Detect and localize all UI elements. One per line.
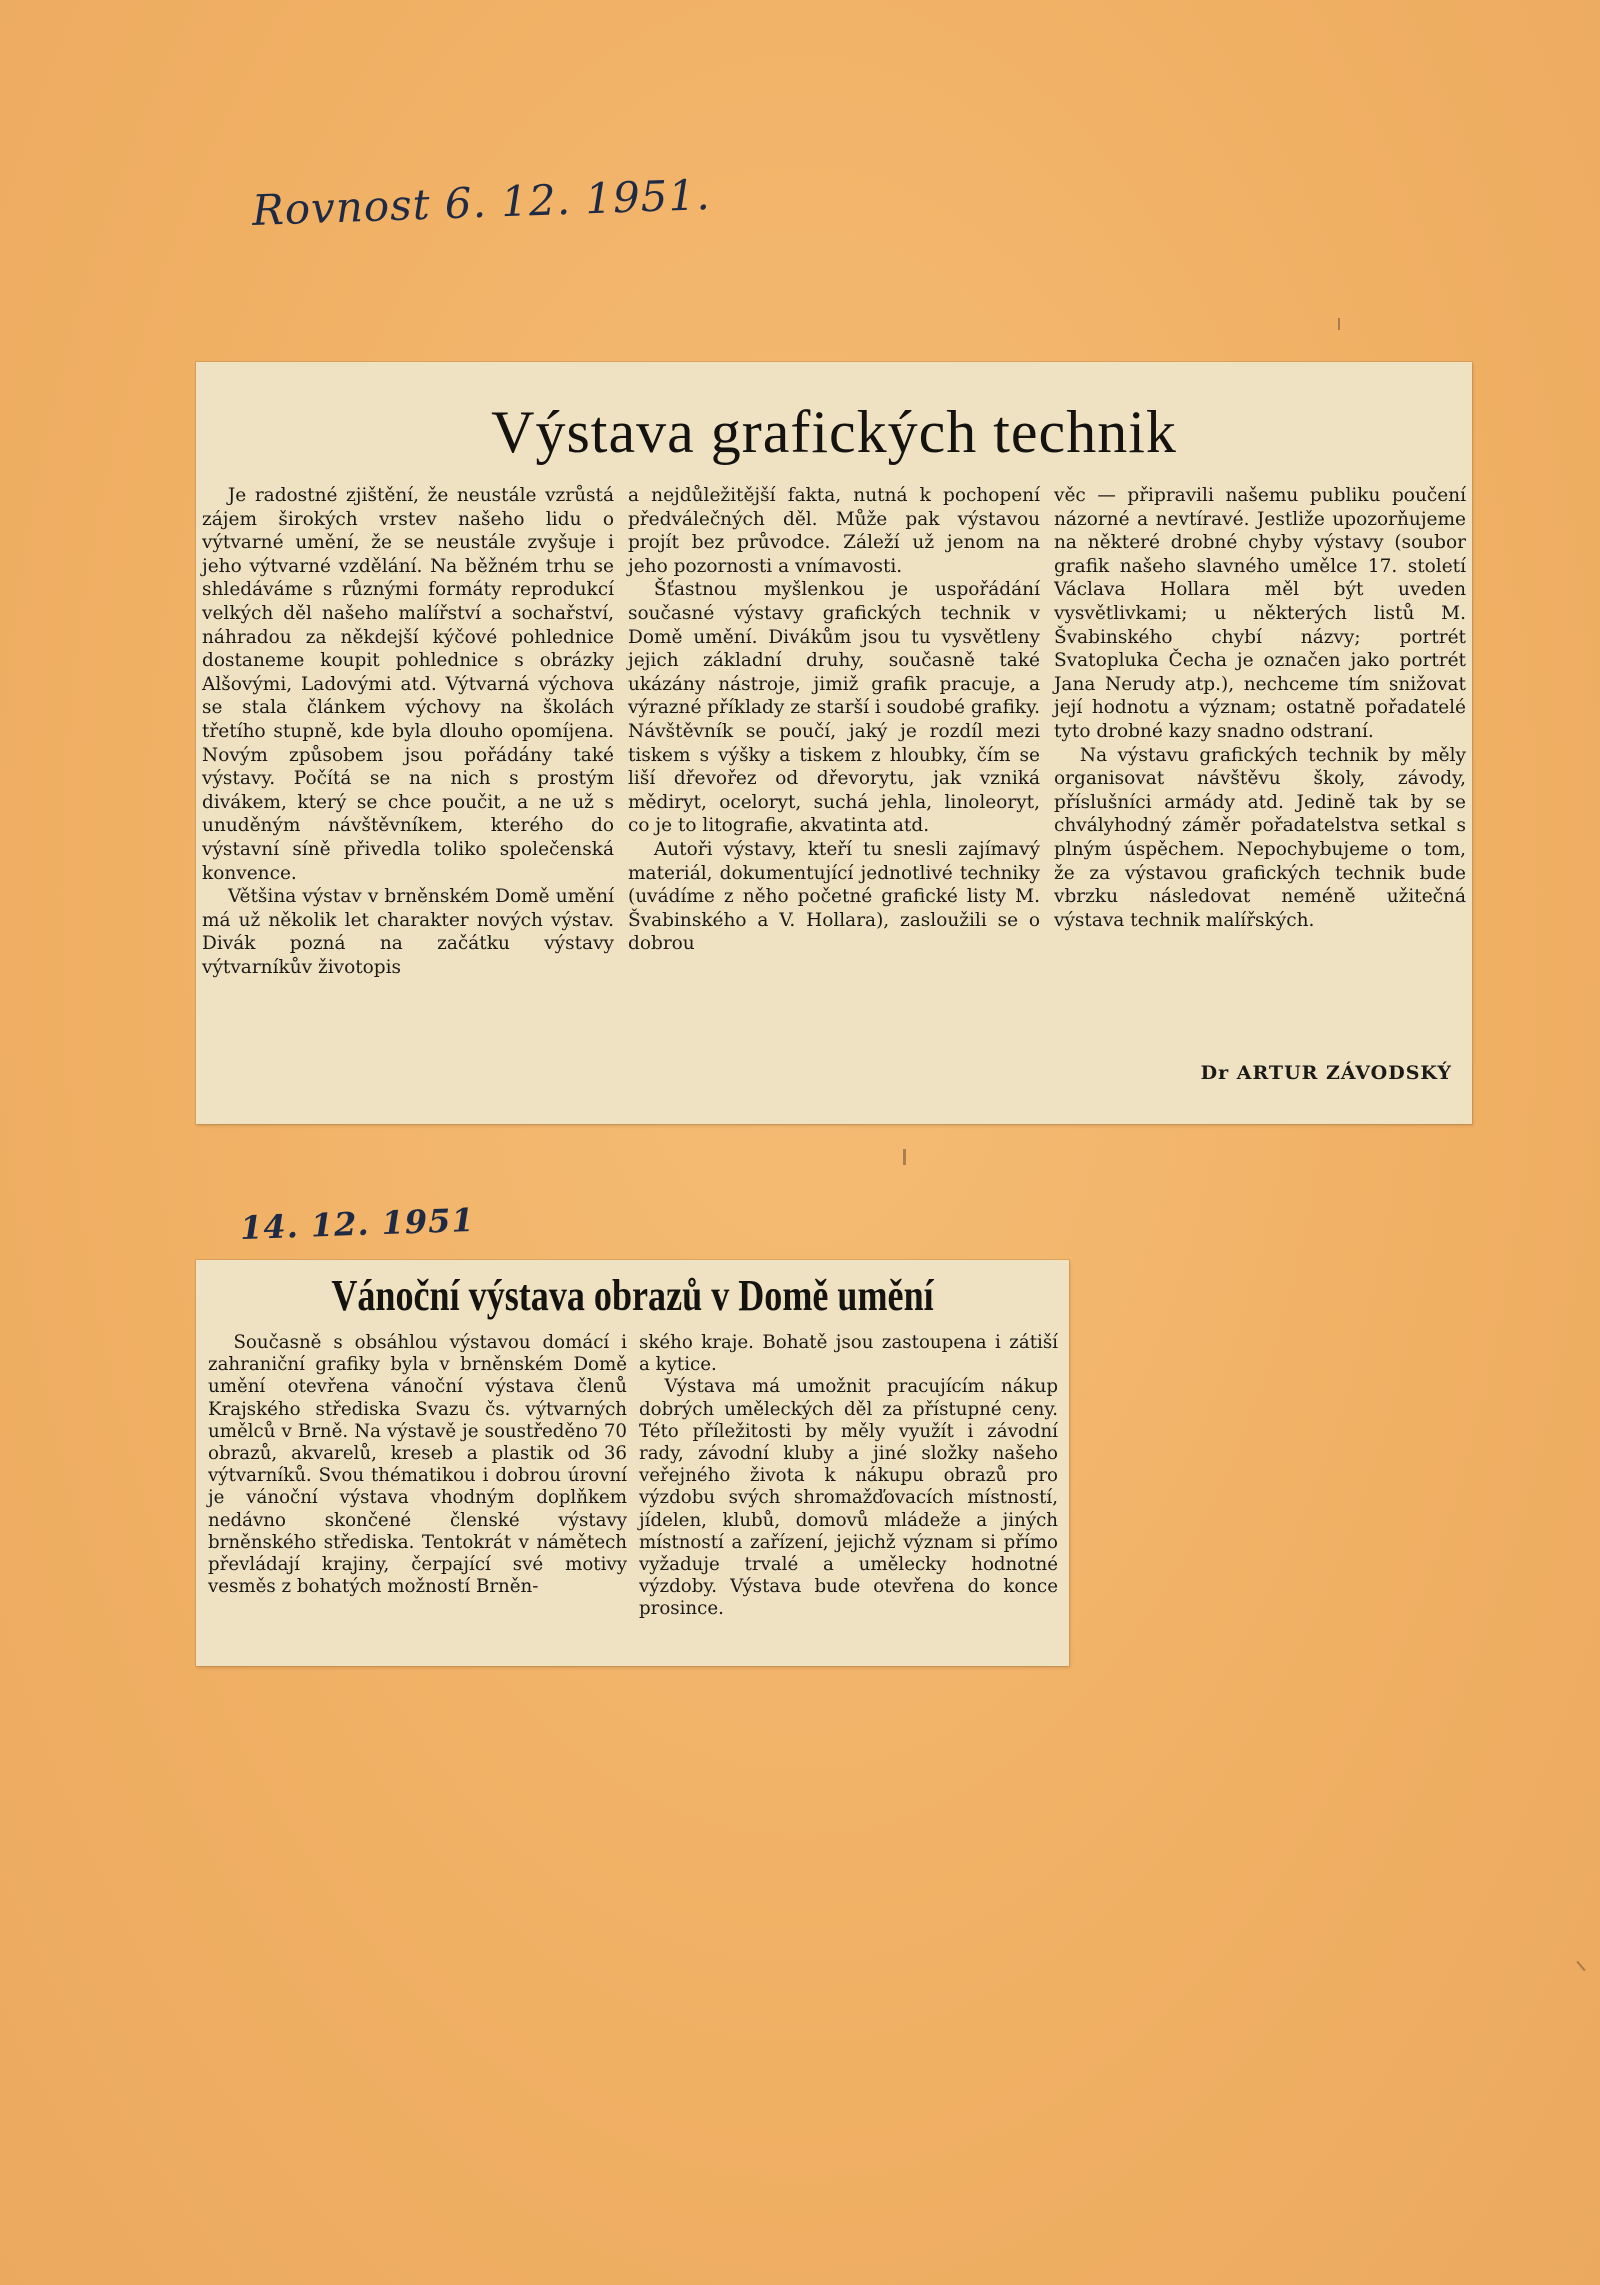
handwritten-date-note-2: 14. 12. 1951: [239, 1200, 476, 1248]
paragraph: Autoři výstavy, kteří tu snesli zajímavý materiál, dokumentující jednotlivé techniky (uvádíme z něho početné grafické listy M. Švabinského a V. Hollara), zasloužili se o dobrou: [628, 838, 1040, 955]
article-1-column-3: [1054, 484, 1466, 979]
paragraph: Šťastnou myšlenkou je uspořádání současné výstavy grafických technik v Domě umění. Divákům jsou tu vysvětleny jejich základní druhy, současně také ukázány nástroje, jimiž grafik pracuje, a výrazné příklady ze starší i soudobé grafiky. Návštěvník se poučí, jaký je rozdíl mezi tiskem s výšky a tiskem z hloubky, čím se liší dřevořez od dřevorytu, jak vzniká mědiryt, oceloryt, suchá jehla, linoleoryt, co je to litografie, akvatinta atd.: [628, 579, 1041, 837]
paragraph: Je radostné zjištění, že neustále vzrůstá zájem širokých vrstev našeho lidu o výtvarné umění, že se neustále zvyšuje i jeho výtvarné vzdělání. Na běžném trhu se shledáváme s různými formáty reprodukcí velkých děl našeho malířství a sochařství, náhradou za někdejší kýčové pohlednice dostaneme koupit pohlednice s obrázky Alšovými, Ladovými atd. Výtvarná výchova se stala článkem výchovy na školách třetího stupně, kde byla dlouho opomíjena. Novým způsobem jsou pořádány také výstavy. Počítá se na nich s prostým divákem, který se chce poučit, a ne už s unuděným návštěvníkem, kterého do výstavní síně přivedla toliko společenská konvence.: [202, 485, 614, 884]
article-2-column-2: [639, 1332, 1058, 1621]
paragraph: Současně s obsáhlou výstavou domácí i zahraniční grafiky byla v brněnském Domě umění otevřena vánoční výstava členů Krajského střediska Svazu čs. výtvarných umělců v Brně. Na výstavě je soustředěno 70 obrazů, akvarelů, kreseb a plastik od 36 výtvarníků. Svou thématikou i dobrou úrovní je vánoční výstava vhodným doplňkem nedávno skončené členské výstavy brněnského střediska. Tentokrát v námětech převládají krajiny, čerpající své motivy vesměs z bohatých možností Brněn-: [208, 1332, 627, 1598]
paper-scratch-mark: [1576, 1961, 1585, 1971]
newspaper-clipping-article-2: [196, 1260, 1069, 1666]
article-1-headline: Výstava grafických technik: [491, 399, 1177, 465]
handwritten-date-note: Rovnost 6. 12. 1951.: [251, 170, 712, 235]
article-1-byline: Dr ARTUR ZÁVODSKÝ: [1200, 1062, 1452, 1084]
paragraph: a nejdůležitější fakta, nutná k pochopení předválečných děl. Může pak výstavou projít bez průvodce. Záleží už jenom na jeho pozornosti a vnímavosti.: [628, 485, 1040, 577]
article-1-columns: [202, 484, 1466, 979]
paragraph: věc — připravili našemu publiku poučení názorné a nevtíravé. Jestliže upozorňujeme na některé drobné chyby výstavy (soubor grafik našeho slavného umělce 17. století Václava Hollara měl být uveden vysvětlivkami; u některých listů M. Švabinského chybí názvy; portrét Svatopluka Čecha je označen jako portrét Jana Nerudy atp.), nechceme tím snižovat její hodnotu a význam; ostatně pořadatelé tyto drobné kazy snadno odstraní.: [1054, 485, 1466, 742]
article-2-columns: [208, 1332, 1058, 1621]
newspaper-clipping-article-1: [196, 362, 1472, 1124]
article-2-headline: Vánoční výstava obrazů v Domě umění: [331, 1271, 934, 1320]
paper-scratch-mark: [1338, 318, 1340, 330]
paper-scratch-mark: [903, 1149, 906, 1165]
paragraph: ského kraje. Bohatě jsou zastoupena i zátiší a kytice.: [639, 1332, 1058, 1376]
paragraph: Výstava má umožnit pracujícím nákup dobrých uměleckých děl za přístupné ceny. Této příležitosti by měly využít i závodní rady, závodní kluby a jiné složky našeho veřejného života k nákupu obrazů pro výzdobu svých shromažďovacích místností, jídelen, klubů, domovů mládeže a jiných místností a zařízení, jejichž význam si přímo vyžaduje trvalé a umělecky hodnotné výzdoby. Výstava bude otevřena do konce prosince.: [639, 1376, 1058, 1620]
article-1-column-1: [202, 484, 614, 979]
paragraph: Většina výstav v brněnském Domě umění má už několik let charakter nových výstav. Divák pozná na začátku výstavy výtvarníkův životopis: [202, 886, 614, 978]
paragraph: Na výstavu grafických technik by měly organisovat návštěvu školy, závody, příslušníci armády atd. Jedině tak by se chvályhodný záměr pořadatelstva setkal s plným úspěchem. Nepochybujeme o tom, že za výstavou grafických technik bude vbrzku následovat neméně užitečná výstava technik malířských.: [1054, 744, 1466, 931]
article-1-column-2: [628, 484, 1040, 979]
article-2-column-1: [208, 1332, 627, 1621]
